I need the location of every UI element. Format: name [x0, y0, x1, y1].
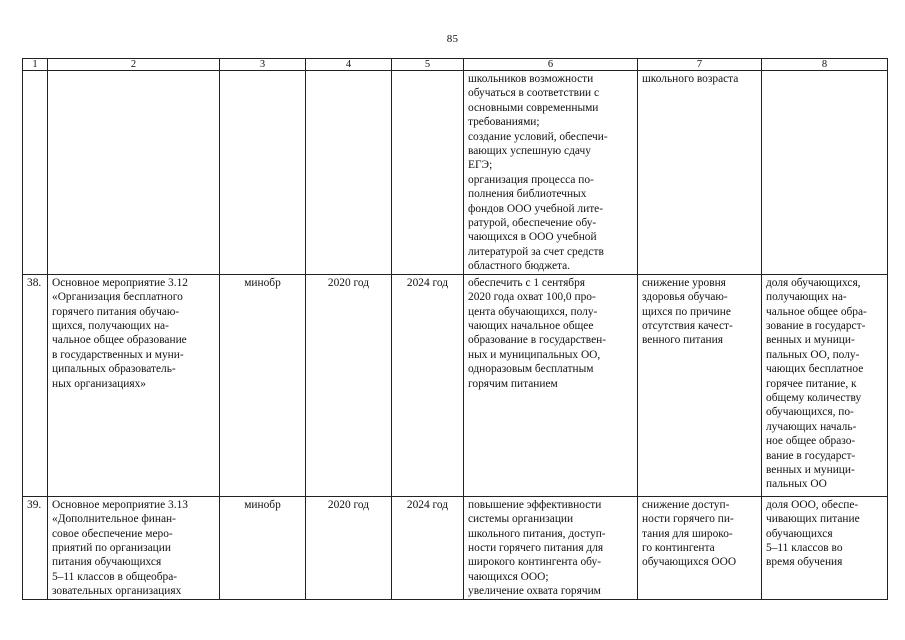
- expected-result-cell: обеспечить с 1 сентября 2020 года охват 100,0 про- цента обучающихся, полу- чающих начальное общее образование в государствен- ных и муниципальных ОО, одноразовым бесплатным горячим питанием: [464, 274, 638, 496]
- table-row-38: [23, 274, 888, 496]
- consequences-cell: снижение уровня здоровья обучаю- щихся по причине отсутствия качест- венного питания: [638, 274, 762, 496]
- consequences-cell: школьного возраста: [638, 71, 762, 275]
- expected-result-cell: повышение эффективности системы организации школьного питания, доступ- ности горячего питания для широкого контингента обу- чающихся ООО; увеличение охвата горячим: [464, 496, 638, 599]
- executor-cell: минобр: [220, 274, 306, 496]
- end-year-cell: 2024 год: [392, 274, 464, 496]
- column-header: 4: [306, 59, 392, 71]
- indicator-cell: доля обучающихся, получающих на- чальное общее обра- зование в государст- венных и муници- пальных ОО, полу- чающих бесплатное горячее питание, к общему количеству обучающихся, по- лучающих началь- ное общее образо- вание в государст- венных и муници- пальных ОО: [762, 274, 888, 496]
- column-header: 5: [392, 59, 464, 71]
- table-row-39: [23, 496, 888, 599]
- executor-cell: [220, 71, 306, 275]
- row-number: [23, 71, 48, 275]
- column-header: 6: [464, 59, 638, 71]
- start-year-cell: [306, 71, 392, 275]
- column-header: 7: [638, 59, 762, 71]
- row-number: 39.: [23, 496, 48, 599]
- event-name-cell: Основное мероприятие 3.13 «Дополнительное финан- совое обеспечение меро- приятий по организации питания обучающихся 5–11 классов в общеобра- зовательных организациях: [48, 496, 220, 599]
- page-number: 85: [446, 33, 459, 45]
- event-name-cell: [48, 71, 220, 275]
- end-year-cell: 2024 год: [392, 496, 464, 599]
- end-year-cell: [392, 71, 464, 275]
- column-header: 2: [48, 59, 220, 71]
- column-header: 1: [23, 59, 48, 71]
- row-number: 38.: [23, 274, 48, 496]
- column-number-row: [23, 59, 888, 71]
- indicator-cell: доля ООО, обеспе- чивающих питание обучающихся 5–11 классов во время обучения: [762, 496, 888, 599]
- start-year-cell: 2020 год: [306, 496, 392, 599]
- consequences-cell: снижение доступ- ности горячего пи- тания для широко- го контингента обучающихся ООО: [638, 496, 762, 599]
- table-row-continuation: [23, 71, 888, 275]
- indicator-cell: [762, 71, 888, 275]
- event-name-cell: Основное мероприятие 3.12 «Организация бесплатного горячего питания обучаю- щихся, получающих на- чальное общее образование в государственных и муни- ципальных образователь- ных организациях»: [48, 274, 220, 496]
- executor-cell: минобр: [220, 496, 306, 599]
- program-events-table: [22, 58, 888, 600]
- start-year-cell: 2020 год: [306, 274, 392, 496]
- expected-result-cell: школьников возможности обучаться в соответствии с основными современными требованиями; создание условий, обеспечи- вающих успешную сдачу ЕГЭ; организация процесса по- полнения библиотечных фондов ООО учебной лите- ратурой, обеспечение обу- чающихся в ООО учебной литературой за счет средств областного бюджета.: [464, 71, 638, 275]
- column-header: 3: [220, 59, 306, 71]
- column-header: 8: [762, 59, 888, 71]
